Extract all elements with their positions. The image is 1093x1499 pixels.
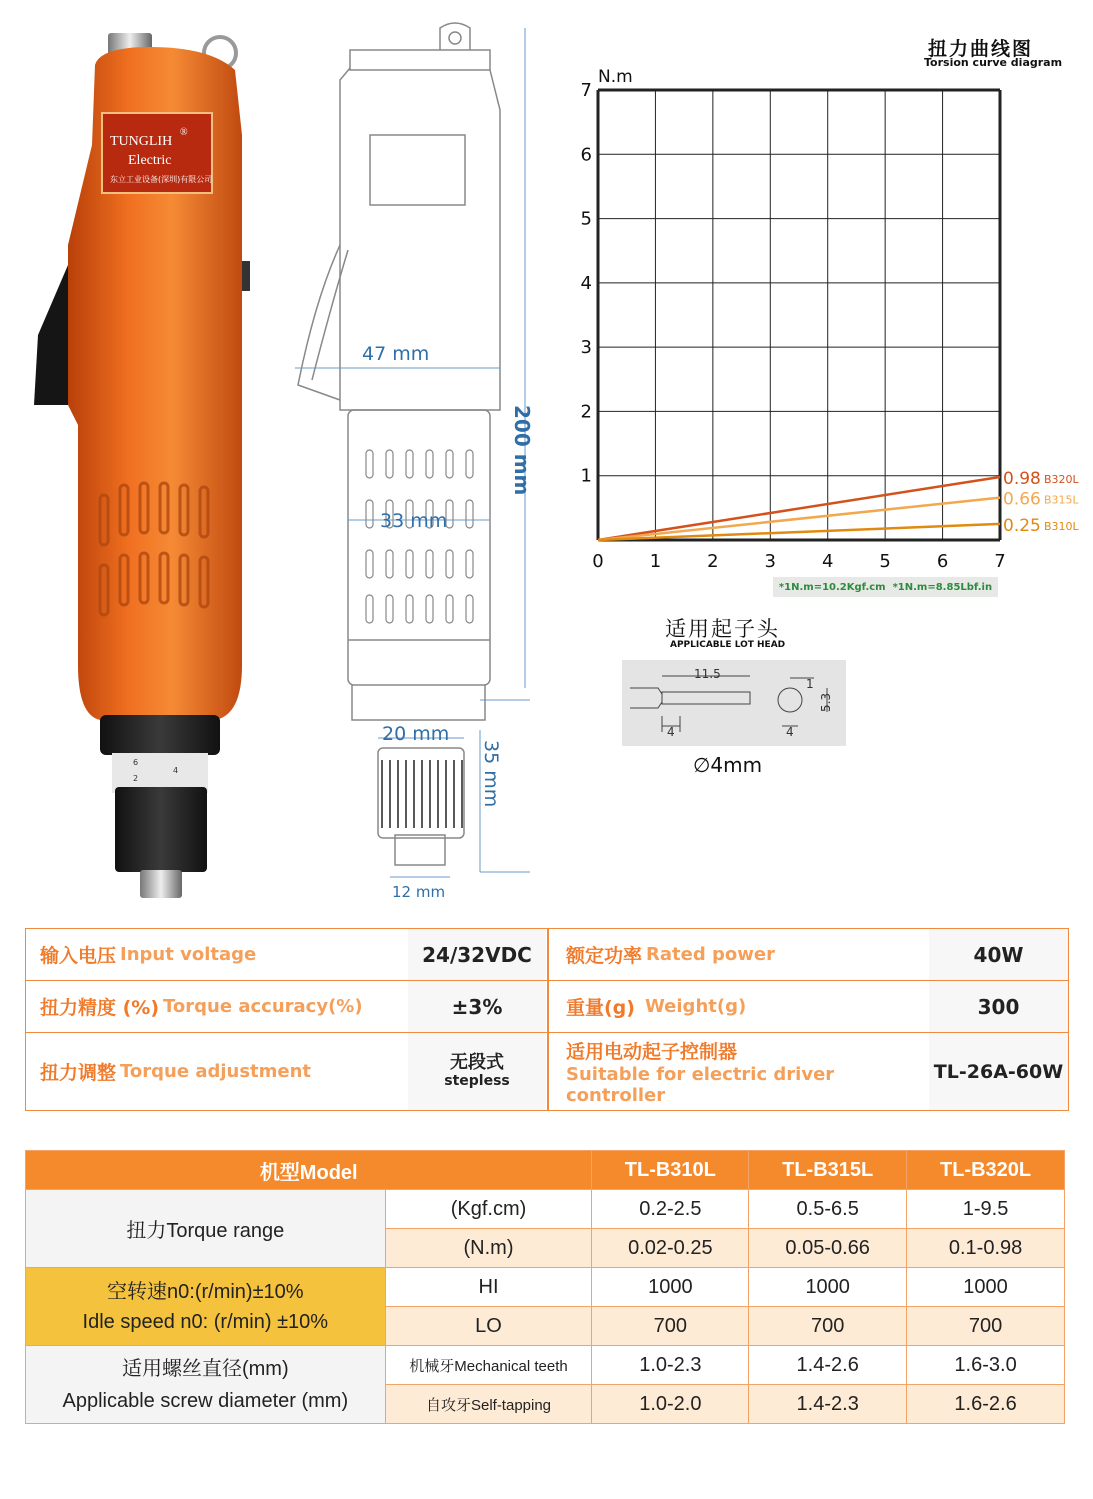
brand-name: TUNGLIH — [110, 134, 173, 149]
spec-row-accuracy — [26, 981, 1068, 1033]
chart-title-en: Torsion curve diagram — [924, 56, 1063, 69]
dim-tip-width: 12 mm — [392, 883, 446, 901]
idle-speed-label: 空转速n0:(r/min)±10% Idle speed n0: (r/min) ±10% — [26, 1268, 386, 1346]
dial-number-4: 4 — [173, 766, 179, 775]
model-name-b310l: TL-B310L — [592, 1151, 749, 1190]
table-cell: 1.4-2.3 — [749, 1385, 907, 1424]
y-axis-label: N.m — [598, 67, 633, 87]
screw-diameter-label: 适用螺丝直径(mm) Applicable screw diameter (mm) — [26, 1346, 386, 1424]
spec-value-power: 40W — [929, 929, 1068, 980]
bit-dim-b: 4 — [786, 725, 794, 739]
spec-value-adjustment: 无段式 stepless — [408, 1033, 546, 1110]
spec-label-voltage: 输入电压 Input voltage — [40, 944, 257, 967]
spec-label-accuracy: 扭力精度 (%) Torque accuracy(%) — [40, 996, 363, 1019]
table-cell: 0.02-0.25 — [592, 1229, 749, 1268]
dim-body-width: 33 mm — [380, 510, 448, 532]
table-row — [26, 1346, 1065, 1385]
x-tick-label: 5 — [879, 551, 891, 572]
dim-grip-width: 47 mm — [362, 343, 430, 365]
table-cell: 700 — [907, 1307, 1065, 1346]
dial-number-2: 2 — [133, 774, 139, 783]
dial-number-6: 6 — [133, 758, 139, 767]
spec-row-adjustment — [26, 1033, 1068, 1110]
table-cell: 1000 — [749, 1268, 907, 1307]
table-cell: 0.2-2.5 — [592, 1190, 749, 1229]
x-tick-label: 4 — [821, 551, 834, 572]
bit-dim-a: 4 — [667, 725, 675, 739]
x-tick-label: 6 — [936, 551, 949, 572]
spec-label-weight: 重量(g) Weight(g) — [566, 996, 747, 1019]
table-cell: 1.0-2.3 — [592, 1346, 749, 1385]
bit-dim-c: 1 — [806, 677, 814, 691]
series-value-label: 0.25 — [1003, 515, 1041, 536]
x-tick-label: 3 — [764, 551, 777, 572]
model-table — [25, 1150, 1065, 1424]
model-header: 机型Model — [26, 1151, 592, 1190]
model-name-b315l: TL-B315L — [749, 1151, 907, 1190]
spec-label-power: 额定功率 Rated power — [566, 944, 775, 967]
series-value-label: 0.98 — [1003, 469, 1041, 489]
unit-lo: LO — [385, 1307, 592, 1346]
model-name-b320l: TL-B320L — [907, 1151, 1065, 1190]
bit-dim-length: 11.5 — [694, 667, 721, 681]
unit-hi: HI — [385, 1268, 592, 1307]
unit-kgfcm: (Kgf.cm) — [385, 1190, 592, 1229]
unit-nm: (N.m) — [385, 1229, 592, 1268]
x-tick-label: 0 — [592, 551, 604, 572]
y-tick-label: 3 — [580, 337, 592, 359]
table-cell: 0.1-0.98 — [907, 1229, 1065, 1268]
dim-nose-length: 35 mm — [480, 740, 502, 808]
table-cell: 1000 — [592, 1268, 749, 1307]
bit-title-en: APPLICABLE LOT HEAD — [670, 640, 786, 650]
bit-drawing — [622, 660, 846, 746]
product-photo — [20, 25, 270, 905]
y-tick-label: 7 — [580, 80, 592, 101]
x-tick-label: 1 — [649, 551, 662, 572]
table-cell: 1.6-2.6 — [907, 1385, 1065, 1424]
company-name: 东立工业设备(深圳)有限公司 — [110, 175, 213, 184]
spec-value-accuracy: ±3% — [408, 981, 546, 1032]
series-name-label: B320L — [1044, 473, 1079, 486]
table-cell: 1.4-2.6 — [749, 1346, 907, 1385]
table-cell: 1.6-3.0 — [907, 1346, 1065, 1385]
table-cell: 1.0-2.0 — [592, 1385, 749, 1424]
x-tick-label: 7 — [994, 551, 1006, 572]
spec-row-voltage — [26, 929, 1068, 981]
bit-title-cn: 适用起子头 — [665, 617, 780, 641]
table-row — [26, 1268, 1065, 1307]
unit-mechanical-teeth: 机械牙Mechanical teeth — [385, 1346, 592, 1385]
brand-sub: Electric — [128, 153, 172, 168]
series-line-b320l — [598, 477, 1000, 540]
chart-note: *1N.m=10.2Kgf.cm *1N.m=8.85Lbf.in — [773, 577, 998, 597]
table-cell: 1000 — [907, 1268, 1065, 1307]
dim-total-length: 200 mm — [510, 405, 534, 496]
y-tick-label: 6 — [580, 144, 592, 166]
series-name-label: B310L — [1044, 519, 1079, 533]
y-tick-label: 4 — [580, 272, 592, 294]
spec-label-adjustment: 扭力调整 Torque adjustment — [40, 1061, 312, 1084]
bit-diameter: ∅4mm — [693, 753, 763, 777]
torsion-chart — [570, 60, 1090, 580]
table-cell: 700 — [749, 1307, 907, 1346]
x-tick-label: 2 — [707, 551, 719, 572]
series-line-b315l — [598, 498, 1000, 540]
technical-drawing — [290, 20, 540, 905]
series-value-label: 0.66 — [1003, 489, 1041, 510]
y-tick-label: 5 — [580, 208, 592, 230]
torque-range-label: 扭力Torque range — [26, 1190, 386, 1268]
unit-self-tapping: 自攻牙Self-tapping — [385, 1385, 592, 1424]
table-row — [26, 1190, 1065, 1229]
bit-dim-d: 5.3 — [819, 692, 833, 712]
dim-nose-width: 20 mm — [382, 723, 450, 745]
series-name-label: B315L — [1044, 493, 1079, 507]
spec-label-controller: 适用电动起子控制器 Suitable for electric driver controller — [566, 1041, 835, 1106]
y-tick-label: 2 — [580, 401, 592, 423]
model-header-row — [26, 1151, 1065, 1190]
series-line-b310l — [598, 524, 1000, 540]
chart-title-cn: 扭力曲线图 — [928, 38, 1034, 60]
brand-mark: ® — [180, 127, 188, 138]
y-tick-label: 1 — [580, 465, 592, 487]
table-cell: 0.05-0.66 — [749, 1229, 907, 1268]
spec-table — [25, 928, 1069, 1111]
spec-value-controller: TL-26A-60W — [929, 1033, 1068, 1110]
table-cell: 0.5-6.5 — [749, 1190, 907, 1229]
spec-value-voltage: 24/32VDC — [408, 929, 546, 980]
spec-value-weight: 300 — [929, 981, 1068, 1032]
table-cell: 700 — [592, 1307, 749, 1346]
table-cell: 1-9.5 — [907, 1190, 1065, 1229]
